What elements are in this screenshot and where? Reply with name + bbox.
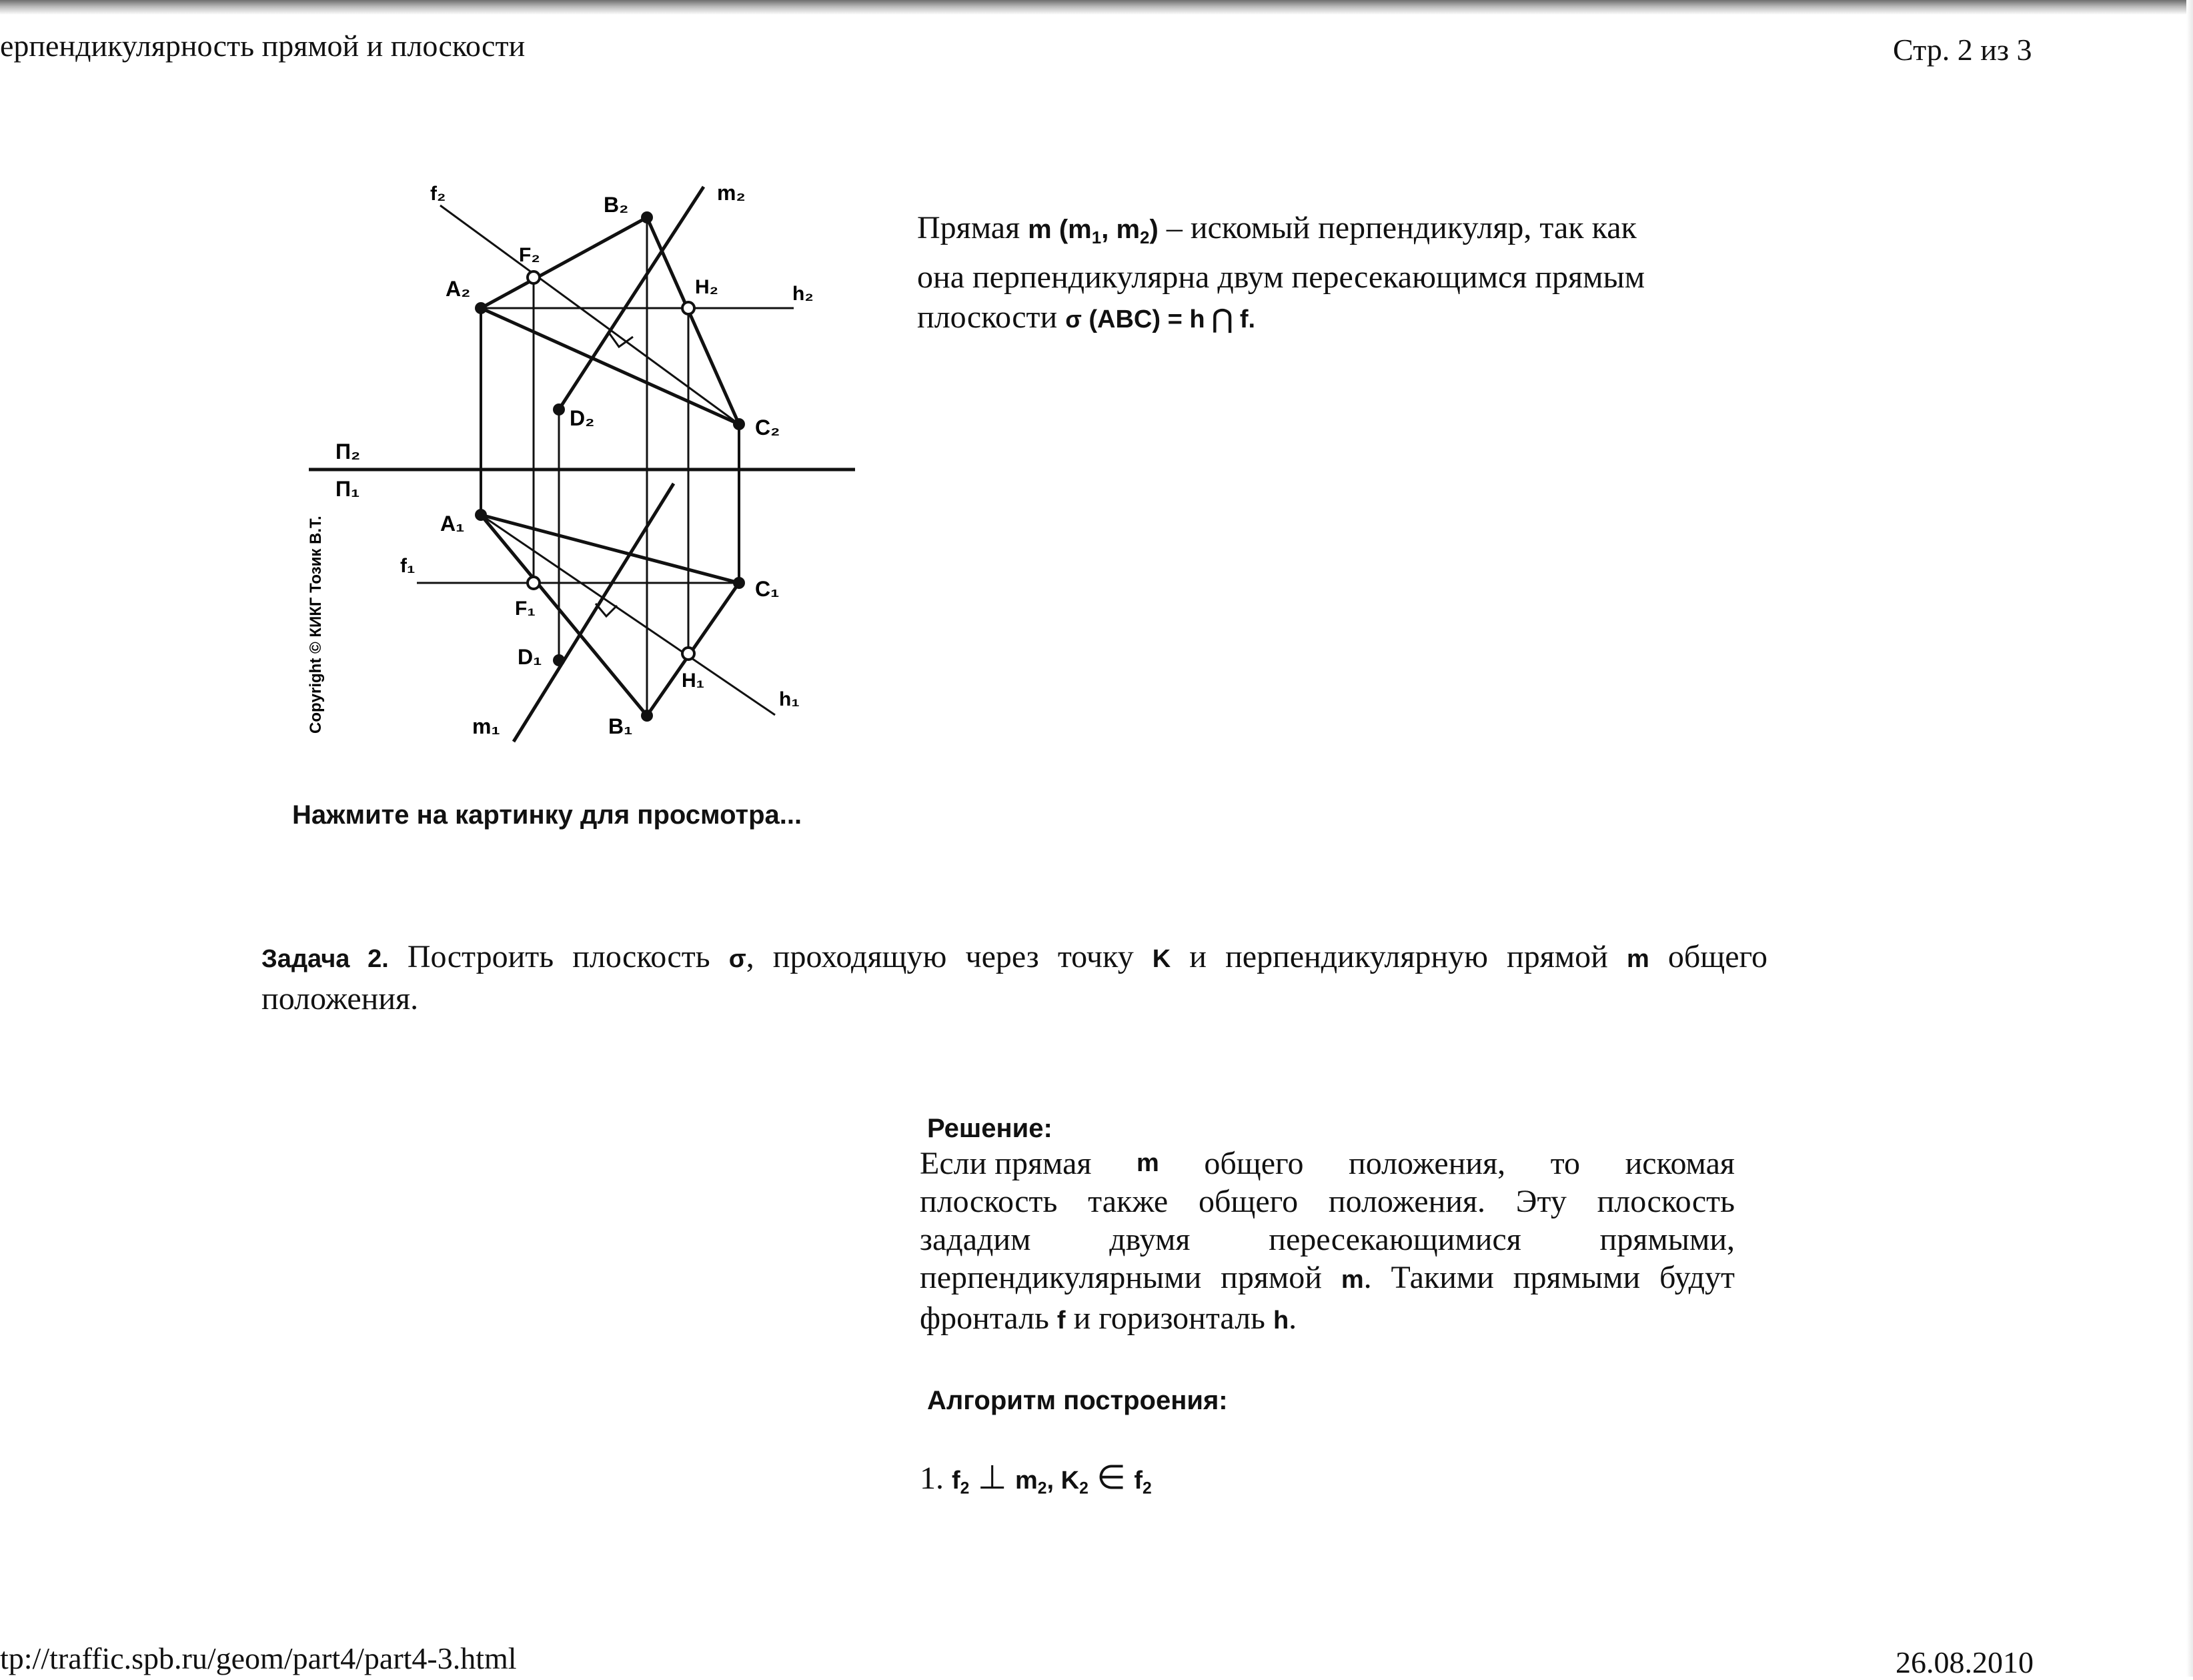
point-c2 bbox=[733, 418, 745, 430]
label-pi1: П₁ bbox=[335, 477, 360, 501]
task-2 bbox=[261, 937, 1767, 1019]
perpendicular-explanation bbox=[917, 208, 1711, 339]
point-f2 bbox=[528, 271, 540, 283]
point-f1 bbox=[528, 577, 540, 589]
label-a2: A₂ bbox=[446, 277, 471, 301]
point-a2 bbox=[475, 302, 487, 314]
label-f2: f₂ bbox=[430, 183, 446, 205]
label-d2: D₂ bbox=[570, 406, 595, 430]
label-m2: m₂ bbox=[717, 181, 746, 205]
scan-top-edge bbox=[0, 0, 2193, 15]
label-a1: A₁ bbox=[440, 512, 465, 536]
para-line-3: плоскости σ (ABC) = h ⋂ f. bbox=[917, 299, 1256, 335]
copyright-text: Copyright © КИКГ Тозик В.Т. bbox=[307, 516, 325, 734]
label-f2-point: F₂ bbox=[519, 244, 540, 266]
label-c1: C₁ bbox=[755, 577, 780, 601]
m-symbol: m ($m_1$, $m_2$) bbox=[1028, 215, 1159, 247]
label-f1-line: f₁ bbox=[400, 555, 416, 577]
label-h1-line: h₁ bbox=[779, 688, 800, 710]
solution-line-1: Если прямая m общего положения, то искомая bbox=[920, 1146, 1735, 1181]
solution-text bbox=[920, 1144, 1735, 1340]
page-number: Стр. 2 из 3 bbox=[1893, 33, 2032, 67]
drawing-svg bbox=[293, 160, 867, 760]
page-title: ерпендикулярность прямой и плоскости bbox=[0, 29, 526, 63]
point-b1 bbox=[641, 710, 653, 722]
point-b2 bbox=[641, 211, 653, 223]
label-f1-point: F₁ bbox=[515, 598, 536, 620]
point-a1 bbox=[475, 509, 487, 521]
task-line-1: Задача 2. Построить плоскость σ, проходящую через точку K и перпендикулярную прямой m общего bbox=[261, 939, 1768, 974]
geometry-drawing[interactable] bbox=[293, 160, 867, 760]
solution-line-5: фронталь f и горизонталь h. bbox=[920, 1301, 1297, 1336]
algorithm-heading: Алгоритм построения: bbox=[927, 1386, 1228, 1415]
task-line-2: положения. bbox=[261, 981, 419, 1016]
point-d2 bbox=[553, 403, 565, 415]
solution-line-4: перпендикулярными прямой m. Такими прямыми будут bbox=[920, 1260, 1735, 1295]
scan-right-edge bbox=[2186, 0, 2193, 1677]
label-h2-line: h₂ bbox=[792, 283, 814, 305]
point-h2 bbox=[682, 302, 694, 314]
point-d1 bbox=[553, 654, 565, 666]
solution-heading: Решение: bbox=[927, 1114, 1052, 1143]
f2-line bbox=[440, 205, 739, 424]
label-d1: D₁ bbox=[518, 645, 542, 669]
solution-line-3: зададим двумя пересекающимися прямыми, bbox=[920, 1222, 1735, 1257]
footer-url[interactable]: tp://traffic.spb.ru/geom/part4/part4-3.html bbox=[0, 1641, 517, 1675]
m1-line bbox=[514, 484, 674, 742]
label-b1: B₁ bbox=[608, 714, 633, 738]
footer-date: 26.08.2010 bbox=[1896, 1645, 2034, 1679]
task-label: Задача 2. bbox=[261, 945, 389, 973]
algorithm-step-1: 1. $f_2$ ⊥ $m_2$, $K_2$ ∈ $f_2$ bbox=[920, 1459, 1152, 1498]
point-h1 bbox=[682, 648, 694, 660]
label-c2: C₂ bbox=[755, 415, 780, 440]
point-c1 bbox=[733, 577, 745, 589]
label-pi2: П₂ bbox=[335, 440, 361, 464]
label-b2: B₂ bbox=[604, 193, 629, 217]
figure-caption[interactable]: Нажмите на картинку для просмотра... bbox=[292, 800, 802, 830]
label-h2-point: H₂ bbox=[695, 276, 718, 298]
solution-line-2: плоскость также общего положения. Эту плоскость bbox=[920, 1184, 1735, 1219]
label-m1: m₁ bbox=[472, 714, 500, 738]
para-line-2: она перпендикулярна двум пересекающимся прямым bbox=[917, 259, 1645, 295]
label-h1-point: H₁ bbox=[682, 670, 705, 692]
para-line-1: Прямая m ($m_1$, $m_2$) – искомый перпендикуляр, так как bbox=[917, 210, 1637, 247]
